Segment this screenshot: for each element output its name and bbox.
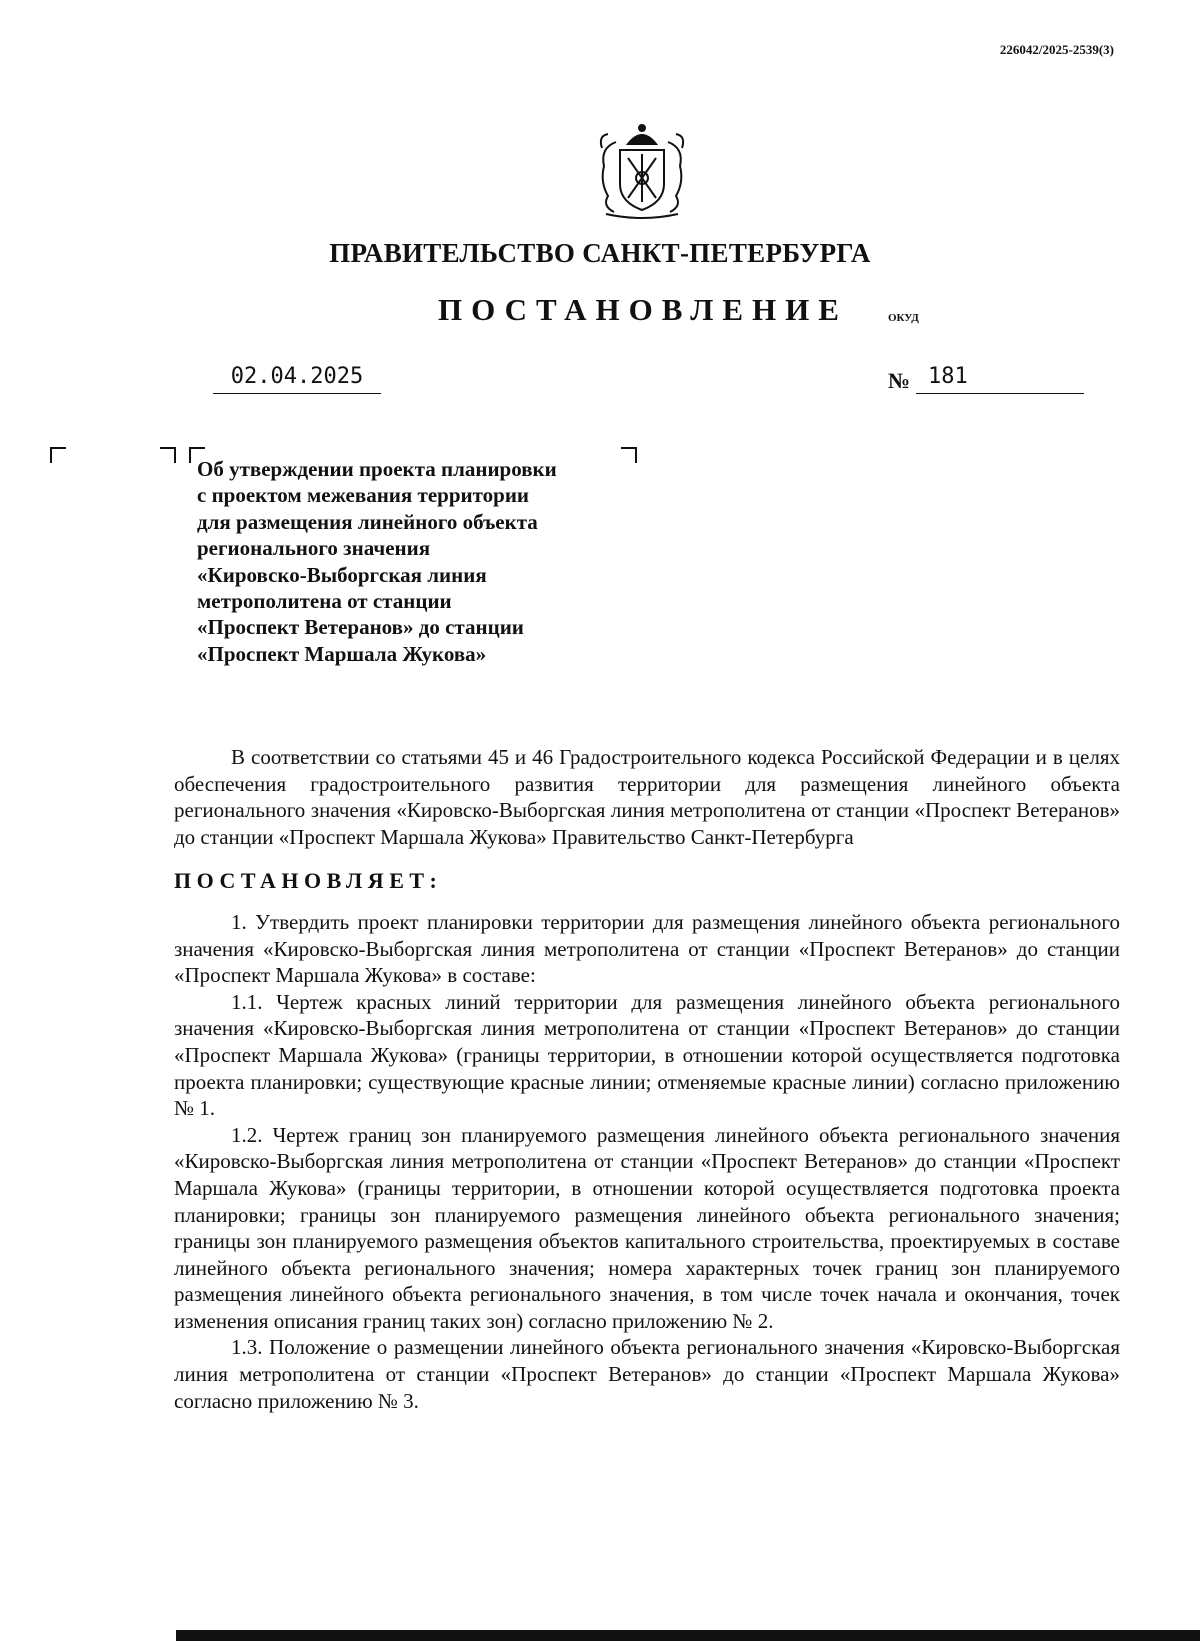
decrees-label: ПОСТАНОВЛЯЕТ: [174, 868, 443, 894]
subject-line: «Проспект Маршала Жукова» [197, 641, 487, 666]
subject-line: с проектом межевания территории [197, 483, 530, 508]
clause-1-3: 1.3. Положение о размещении линейного объекта регионального значения «Кировско-Выборгская линия метрополитена от станции «Проспект Ветеранов» до станции «Проспект Маршала Жукова» согласно приложению № 3. [174, 1335, 1120, 1413]
okud-label: ОКУД [888, 312, 919, 324]
subject-line: «Кировско-Выборгская линия [197, 562, 487, 587]
document-date-field [213, 363, 381, 394]
document-number-field [916, 363, 1084, 394]
registration-number: 226042/2025-2539(3) [999, 42, 1114, 57]
subject-line: «Проспект Ветеранов» до станции [197, 615, 524, 640]
document-number: 181 [928, 364, 968, 389]
preamble-paragraph: В соответствии со статьями 45 и 46 Градостроительного кодекса Российской Федерации и в целях обеспечения градостроительного развития территории для размещения линейного объекта регионального значения «Кировско-Выборгская линия метрополитена от станции «Проспект Ветеранов» до станции «Проспект Маршала Жукова» Правительство Санкт-Петербурга [174, 745, 1120, 849]
subject-line: Об утверждении проекта планировки [197, 457, 557, 481]
coat-of-arms-emblem [590, 122, 694, 222]
subject-title [197, 456, 637, 667]
document-type-heading: ПОСТАНОВЛЕНИЕ [438, 292, 848, 327]
government-title: ПРАВИТЕЛЬСТВО САНКТ-ПЕТЕРБУРГА [329, 238, 871, 268]
document-date: 02.04.2025 [230, 364, 364, 389]
subject-line: метрополитена от станции [197, 589, 452, 614]
scan-edge-bar [176, 1630, 1200, 1641]
clause-1-2: 1.2. Чертеж границ зон планируемого размещения линейного объекта регионального значения «Кировско-Выборгская линия метрополитена от станции «Проспект Ветеранов» до станции «Проспект Маршала Жукова» (границы территории, в отношении которой осуществляется подготовка проекта планировки; границы зон планируемого размещения линейного объекта регионального значения; границы зон планируемого размещения объектов капитального строительства, проектируемых в составе линейного объекта регионального значения; номера характерных точек границ зон планируемого размещения линейного объекта регионального значения, в том числе точек начала и окончания, точек изменения описания границ таких зон) согласно приложению № 2. [174, 1122, 1120, 1333]
number-sign: № [888, 368, 911, 393]
subject-line: для размещения линейного объекта [197, 509, 538, 534]
subject-line: регионального значения [197, 536, 431, 561]
corner-mark [160, 447, 176, 463]
clause-1-1: 1.1. Чертеж красных линий территории для размещения линейного объекта регионального значения «Кировско-Выборгская линия метрополитена от станции «Проспект Ветеранов» до станции «Проспект Маршала Жукова» (границы территории, в отношении которой осуществляется подготовка проекта планировки; существующие красные линии; отменяемые красные линии) согласно приложению № 1. [174, 989, 1120, 1121]
clause-1: 1. Утвердить проект планировки территории для размещения линейного объекта регионального значения «Кировско-Выборгская линия метрополитена от станции «Проспект Ветеранов» до станции «Проспект Маршала Жукова» в составе: [174, 909, 1120, 988]
document-body [174, 744, 1120, 1414]
corner-mark [50, 447, 66, 463]
